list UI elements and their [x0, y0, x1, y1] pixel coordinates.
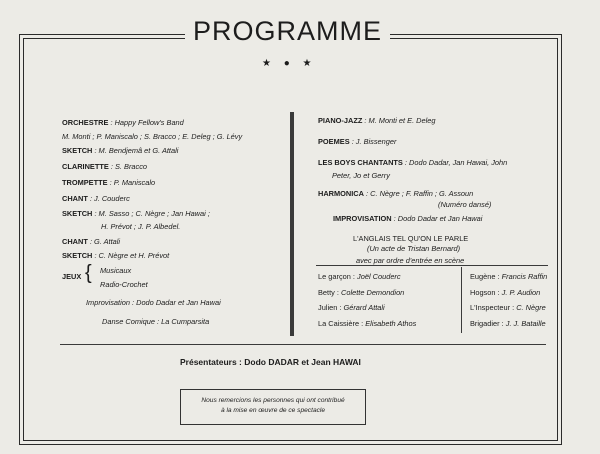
cast-actor: Colette Demondion	[341, 288, 405, 297]
cast-role: L'Inspecteur	[470, 303, 511, 312]
sketch2-line	[62, 209, 210, 219]
harmonica-label: HARMONICA	[318, 189, 364, 198]
sketch2-value: : M. Sasso ; C. Nègre ; Jan Hawai ;	[94, 209, 210, 218]
poemes-label: POEMES	[318, 137, 350, 146]
boys-value-continued: Peter, Jo et Gerry	[332, 171, 390, 180]
boys-line	[318, 158, 507, 168]
frame-bottom-outer	[19, 444, 562, 445]
improvisation-line: Improvisation : Dodo Dadar et Jan Hawai	[86, 298, 221, 307]
play-subtitle: (Un acte de Tristan Bernard)	[367, 244, 461, 253]
orchestre-value: : Happy Fellow's Band	[110, 118, 184, 127]
sketch2-label: SKETCH	[62, 209, 93, 218]
frame-top-left-outer	[19, 34, 186, 35]
cast-row: Julien : Gérard Attali	[318, 303, 385, 312]
trompette-label: TROMPETTE	[62, 178, 108, 187]
piano-label: PIANO-JAZZ	[318, 116, 363, 125]
cast-role: Betty	[318, 288, 335, 297]
frame-bottom-inner	[23, 440, 558, 441]
brace-icon: {	[85, 262, 92, 284]
cast-role: Hogson	[470, 288, 496, 297]
cast-role: Julien	[318, 303, 338, 312]
chant1-label: CHANT	[62, 194, 88, 203]
sketch1-line	[62, 146, 178, 156]
cast-actor: Joël Couderc	[357, 272, 401, 281]
trompette-line	[62, 178, 155, 188]
cast-role: Brigadier	[470, 319, 500, 328]
clarinette-value: : S. Bracco	[110, 162, 148, 171]
harmonica-note: (Numéro dansé)	[438, 200, 492, 209]
thanks-box	[180, 389, 366, 425]
cast-role: Eugène	[470, 272, 496, 281]
cast-actor: J. J. Bataille	[505, 319, 546, 328]
cast-divider	[461, 267, 462, 333]
thanks-line-2: à la mise en œuvre de ce spectacle	[220, 407, 326, 414]
presenters-line: Présentateurs : Dodo DADAR et Jean HAWAI	[180, 357, 361, 367]
cast-row: Eugène : Francis Raffin	[470, 272, 548, 281]
cast-row: L'Inspecteur : C. Nègre	[470, 303, 546, 312]
jeux-item-radio-crochet: Radio-Crochet	[100, 280, 148, 289]
piano-value: : M. Monti et E. Deleg	[364, 116, 436, 125]
chant2-line	[62, 237, 120, 247]
piano-line	[318, 116, 435, 126]
chant1-line	[62, 194, 130, 204]
thanks-line-1: Nous remercions les personnes qui ont contribué	[201, 397, 345, 404]
sketch3-label: SKETCH	[62, 251, 93, 260]
orchestre-line	[62, 118, 184, 128]
jeux-item-musicaux: Musicaux	[100, 266, 132, 275]
cast-actor: Francis Raffin	[501, 272, 548, 281]
boys-label: LES BOYS CHANTANTS	[318, 158, 403, 167]
sketch1-value: : M. Bendjemâ et G. Attali	[94, 146, 179, 155]
trompette-value: : P. Maniscalo	[109, 178, 156, 187]
cast-actor: Gérard Attali	[343, 303, 385, 312]
cast-row: La Caissière : Elisabeth Athos	[318, 319, 417, 328]
cast-role: La Caissière	[318, 319, 360, 328]
sketch3-line	[62, 251, 169, 261]
page-title: PROGRAMME	[185, 16, 390, 46]
orchestre-label: ORCHESTRE	[62, 118, 109, 127]
poemes-line	[318, 137, 396, 147]
cast-actor: J. P. Audion	[501, 288, 541, 297]
chant2-label: CHANT	[62, 237, 88, 246]
frame-right-inner	[557, 38, 558, 441]
cast-actor: Elisabeth Athos	[365, 319, 417, 328]
danse-line: Danse Comique : La Cumparsita	[102, 317, 210, 326]
frame-top-left-inner	[23, 38, 186, 39]
clarinette-line	[62, 162, 147, 172]
play-order: avec par ordre d'entrée en scène	[356, 256, 465, 265]
frame-left-outer	[19, 34, 20, 445]
frame-top-right-inner	[390, 38, 558, 39]
chant1-value: : J. Couderc	[89, 194, 130, 203]
sketch1-label: SKETCH	[62, 146, 93, 155]
column-divider	[290, 112, 294, 336]
cast-role: Le garçon	[318, 272, 351, 281]
section-rule	[60, 344, 546, 345]
cast-top-rule	[316, 265, 548, 266]
impro-line	[333, 214, 482, 224]
frame-left-inner	[23, 38, 24, 441]
cast-row: Hogson : J. P. Audion	[470, 288, 541, 297]
boys-value: : Dodo Dadar, Jan Hawai, John	[404, 158, 508, 167]
sketch3-value: : C. Nègre et H. Prévot	[94, 251, 170, 260]
play-title: L'ANGLAIS TEL QU'ON LE PARLE	[353, 234, 469, 243]
cast-actor: C. Nègre	[516, 303, 546, 312]
sketch2-value-continued: H. Prévot ; J. P. Albedel.	[101, 222, 181, 231]
cast-row: Brigadier : J. J. Bataille	[470, 319, 546, 328]
jeux-label: JEUX	[62, 272, 82, 281]
harmonica-value: : C. Nègre ; F. Raffin ; G. Assoun	[366, 189, 474, 198]
harmonica-line	[318, 189, 473, 199]
poemes-value: : J. Bissenger	[351, 137, 397, 146]
chant2-value: : G. Attali	[89, 237, 121, 246]
impro-label: IMPROVISATION	[333, 214, 392, 223]
cast-row: Le garçon : Joël Couderc	[318, 272, 401, 281]
cast-row: Betty : Colette Demondion	[318, 288, 405, 297]
frame-top-right-outer	[390, 34, 562, 35]
clarinette-label: CLARINETTE	[62, 162, 109, 171]
star-ornament-icon: ★ ● ★	[262, 58, 317, 69]
musicians-line: M. Monti ; P. Maniscalo ; S. Bracco ; E. Deleg ; G. Lévy	[62, 132, 243, 141]
impro-value: : Dodo Dadar et Jan Hawai	[393, 214, 483, 223]
frame-right-outer	[561, 34, 562, 445]
